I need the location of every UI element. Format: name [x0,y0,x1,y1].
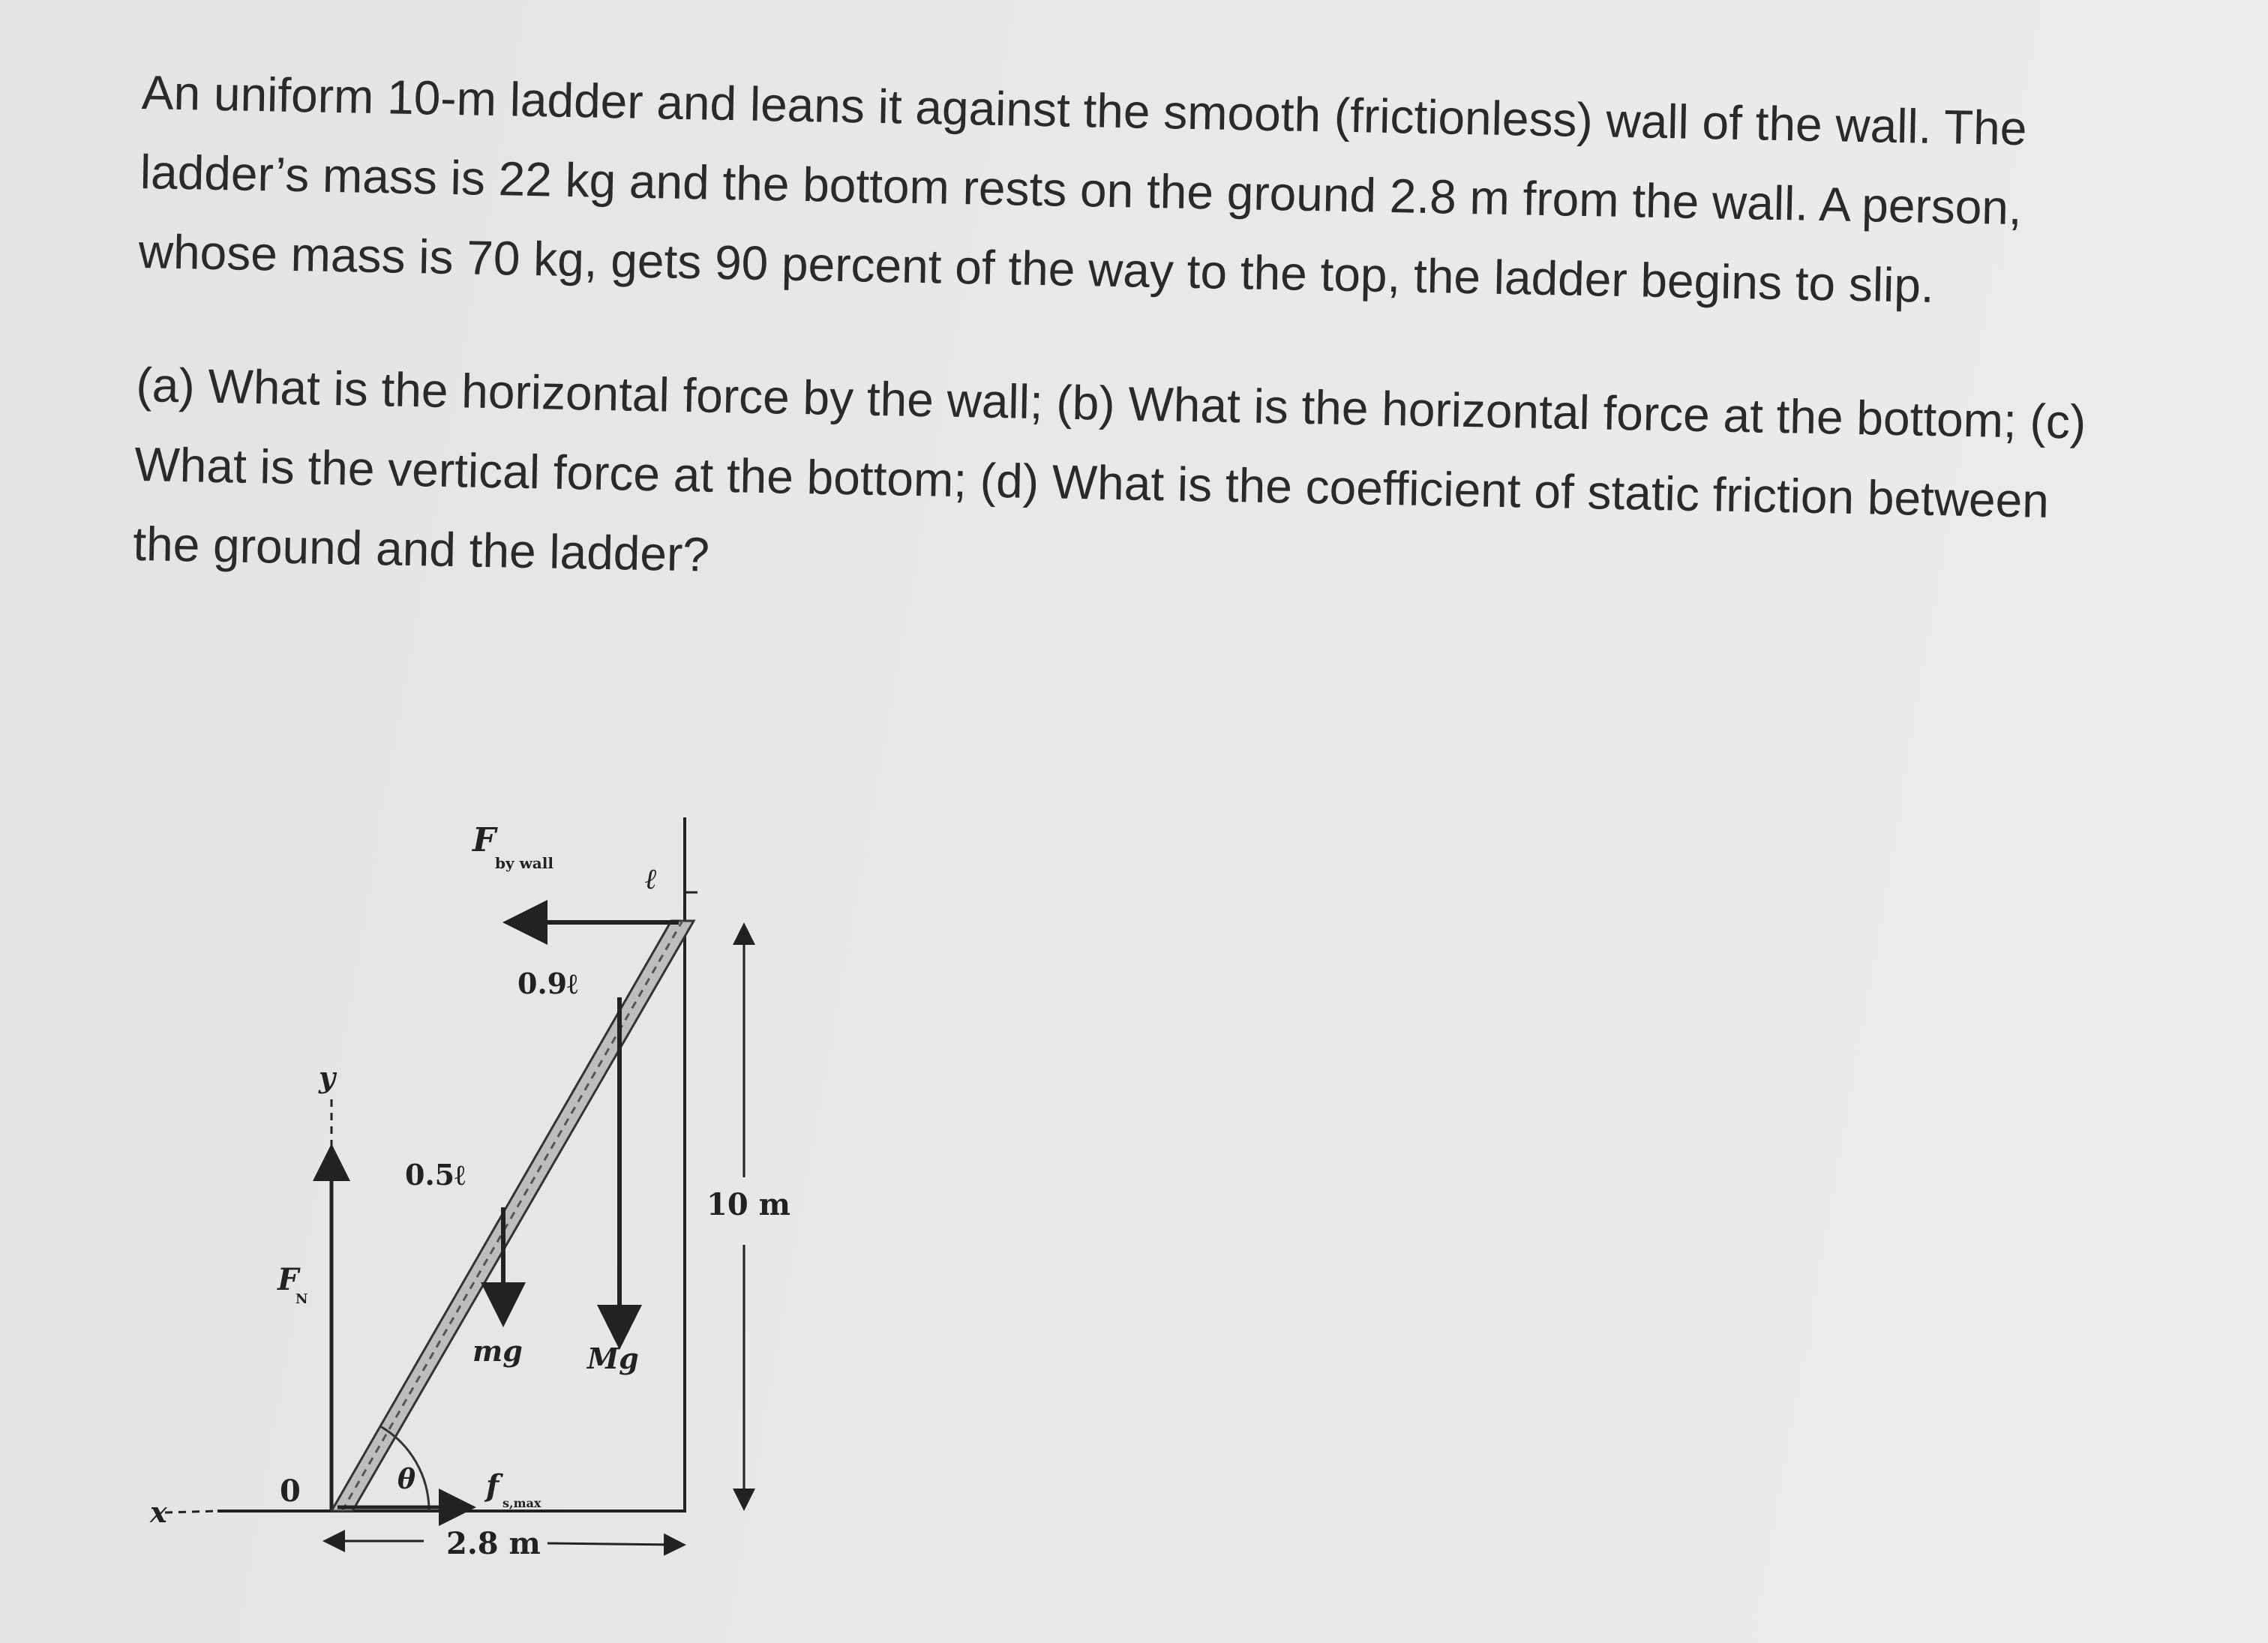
normal-force-label: F [278,1262,299,1297]
x-axis-label: x [150,1495,167,1529]
x-axis-dashed [165,1511,218,1513]
zero-five-ell-label: 0.5ℓ [405,1158,466,1192]
problem-paragraph-2: (a) What is the horizontal force by the wall; (b) What is the horizontal force at the bottom; (c) What is the vertical force at the bottom; (d) What is the coefficient of static friction between the ground and the ladder? [132,357,2086,582]
two-eight-m-label: 2.8 m [446,1526,541,1561]
theta-label: θ [398,1464,416,1495]
zero-nine-ell-label: 0.9ℓ [518,967,578,1000]
ladder [332,921,694,1511]
origin-label: 0 [280,1474,301,1509]
mg-label: mg [472,1334,523,1368]
y-axis-label: y [319,1060,336,1094]
ladder-diagram [128,810,878,1597]
friction-label: f [486,1468,500,1504]
friction-subscript: s,max [502,1496,542,1510]
normal-force-subscript: N [296,1291,308,1307]
big-mg-label: Mg [587,1342,639,1375]
ten-m-label: 10 m [706,1187,790,1222]
ell-top-label: ℓ [645,862,658,895]
wall-force-label: F [472,821,496,859]
problem-paragraph-1: An uniform 10-m ladder and leans it against the smooth (frictionless) wall of the wall. The ladder’s mass is 22 kg and the bottom rests on the ground 2.8 m from the wall. A person, whose mass is 70 kg, gets 90 percent of the way to the top, the ladder begins to slip. [138,64,2028,313]
wall-force-subscript: by wall [495,854,554,872]
ladder-diagram-svg [128,810,878,1597]
problem-text [132,52,2122,622]
two-eight-dimension-right [548,1543,675,1545]
